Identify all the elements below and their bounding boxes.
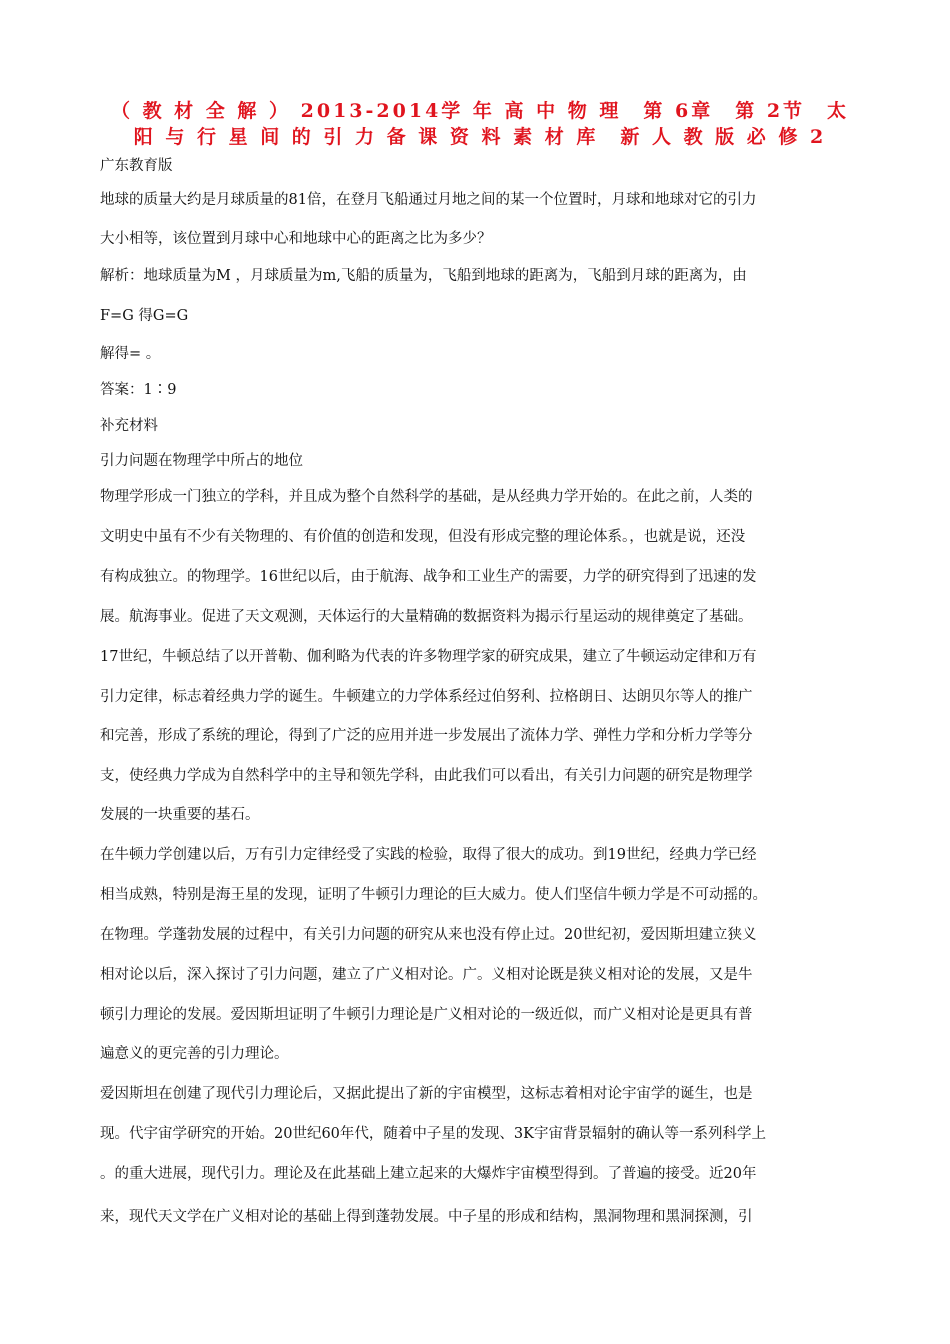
paragraph-1-line-5: 17世纪，牛顿总结了以开普勒、伽利略为代表的许多物理学家的研究成果，建立了牛顿运动定律和万有 bbox=[100, 649, 757, 665]
paragraph-2-line-6: 遍意义的更完善的引力理论。 bbox=[100, 1046, 289, 1062]
paragraph-3-line-4: 来，现代天文学在广义相对论的基础上得到蓬勃发展。中子星的形成和结构，黑洞物理和黑洞探测，引 bbox=[100, 1209, 753, 1225]
solution-line-1: 解析：地球质量为M ，月球质量为m,飞船的质量为，飞船到地球的距离为，飞船到月球的距离为，由 bbox=[100, 268, 747, 284]
document-title: （ 教 材 全 解 ） 2013-2014学 年 高 中 物 理 第 6章 第 2节 太 阳 与 行 星 间 的 引 力 备 课 资 料 素 材 库 新 人 教 版 必 修 2 bbox=[110, 100, 850, 148]
paragraph-2-line-2: 相当成熟，特别是海王星的发现，证明了牛顿引力理论的巨大威力。使人们坚信牛顿力学是不可动摇的。 bbox=[100, 887, 767, 903]
question-line-2: 大小相等，该位置到月球中心和地球中心的距离之比为多少？ bbox=[100, 231, 492, 247]
paragraph-1-line-7: 和完善，形成了系统的理论，得到了广泛的应用并进一步发展出了流体力学、弹性力学和分析力学等分 bbox=[100, 728, 753, 744]
paragraph-1-line-4: 展。航海事业。促进了天文观测，天体运行的大量精确的数据资料为揭示行星运动的规律奠定了基础。 bbox=[100, 609, 753, 625]
paragraph-2-line-4: 相对论以后，深入探讨了引力问题，建立了广义相对论。广。义相对论既是狭义相对论的发展，又是牛 bbox=[100, 967, 753, 983]
paragraph-2-line-1: 在牛顿力学创建以后，万有引力定律经受了实践的检验，取得了很大的成功。到19世纪，经典力学已经 bbox=[100, 847, 757, 863]
paragraph-1-line-9: 发展的一块重要的基石。 bbox=[100, 807, 260, 823]
paragraph-2-line-5: 顿引力理论的发展。爱因斯坦证明了牛顿引力理论是广义相对论的一级近似，而广义相对论是更具有普 bbox=[100, 1007, 753, 1023]
supplement-heading: 补充材料 bbox=[100, 418, 158, 434]
paragraph-3-line-1: 爱因斯坦在创建了现代引力理论后，又据此提出了新的宇宙模型，这标志着相对论宇宙学的诞生，也是 bbox=[100, 1086, 753, 1102]
question-line-1: 地球的质量大约是月球质量的81倍，在登月飞船通过月地之间的某一个位置时，月球和地球对它的引力 bbox=[100, 192, 757, 208]
solution-result: 解得= 。 bbox=[100, 346, 161, 362]
paragraph-3-line-3: 。的重大进展，现代引力。理论及在此基础上建立起来的大爆炸宇宙模型得到。了普遍的接受。近20年 bbox=[100, 1166, 757, 1182]
publisher-line: 广东教育版 bbox=[100, 158, 173, 174]
paragraph-2-line-3: 在物理。学蓬勃发展的过程中，有关引力问题的研究从来也没有停止过。20世纪初，爱因斯坦建立狭义 bbox=[100, 927, 757, 943]
answer-line: 答案：1∶9 bbox=[100, 382, 177, 398]
paragraph-1-line-1: 物理学形成一门独立的学科，并且成为整个自然科学的基础，是从经典力学开始的。在此之前，人类的 bbox=[100, 489, 753, 505]
paragraph-1-line-2: 文明史中虽有不少有关物理的、有价值的创造和发现，但没有形成完整的理论体系。，也就是说，还没 bbox=[100, 529, 746, 545]
paragraph-3-line-2: 现。代宇宙学研究的开始。20世纪60年代，随着中子星的发现、3K宇宙背景辐射的确认等一系列科学上 bbox=[100, 1126, 766, 1142]
paragraph-1-line-8: 支，使经典力学成为自然科学中的主导和领先学科，由此我们可以看出，有关引力问题的研究是物理学 bbox=[100, 768, 753, 784]
paragraph-1-line-6: 引力定律，标志着经典力学的诞生。牛顿建立的力学体系经过伯努利、拉格朗日、达朗贝尔等人的推广 bbox=[100, 689, 753, 705]
solution-formula: F=G 得G=G bbox=[100, 308, 189, 324]
section-heading: 引力问题在物理学中所占的地位 bbox=[100, 453, 303, 469]
paragraph-1-line-3: 有构成独立。的物理学。16世纪以后，由于航海、战争和工业生产的需要，力学的研究得到了迅速的发 bbox=[100, 569, 757, 585]
